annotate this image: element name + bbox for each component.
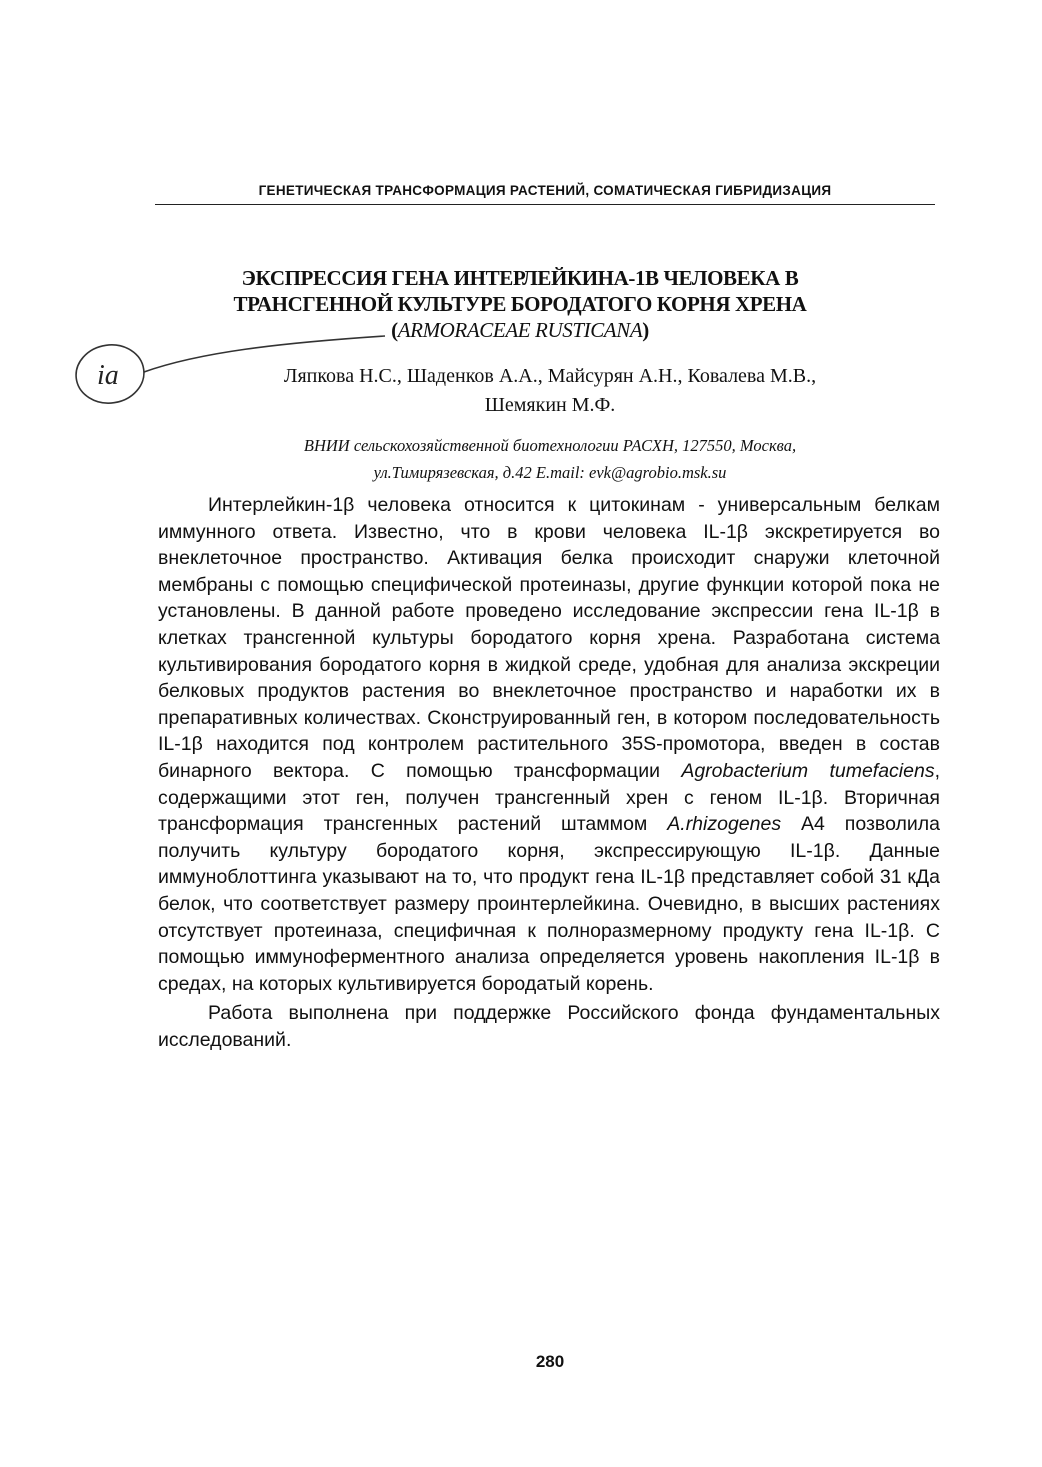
abstract-paragraph <box>158 492 940 997</box>
affiliation <box>175 432 925 486</box>
title-paren-close: ) <box>642 318 649 342</box>
running-head: ГЕНЕТИЧЕСКАЯ ТРАНСФОРМАЦИЯ РАСТЕНИЙ, СОМАТИЧЕСКАЯ ГИБРИДИЗАЦИЯ <box>258 183 832 198</box>
abstract-body <box>158 492 940 1053</box>
authors-line-2: Шемякин М.Ф. <box>484 394 616 416</box>
handwritten-mark-text: ia <box>97 360 119 391</box>
species-name-agrobacterium: Agrobacterium tumefaciens <box>681 759 935 782</box>
page-number: 280 <box>535 1352 565 1371</box>
title-paren-open: ( <box>391 318 398 342</box>
paragraph-text-part-1: Интерлейкин-1β человека относится к цитокинам - универсальным белкам иммунного ответа. Известно, что в крови человека IL-1β экскретируется во внеклеточное пространство. Активация белка происходит снаружи клеточной мембраны с помощью специфической протеиназы, другие функции которой пока не установлены. В данной работе проведено исследование экспрессии гена IL-1β в клетках трансгенной культуры бородатого корня хрена. Разработана система культивирования бородатого корня в жидкой среде, удобная для анализа экскреции белковых продуктов растения во внеклеточное пространство и наработки их в препаративных количествах. Сконструированный ген, в котором последовательность IL-1β находится под контролем растительного 35S-промотора, введен в состав бинарного вектора. С помощью трансформации <box>158 494 940 782</box>
species-name-rhizogenes: A.rhizogenes <box>667 813 782 836</box>
affiliation-line-2: ул.Тимирязевская, д.42 E.mail: evk@agrobio.msk.su <box>373 463 727 482</box>
acknowledgement-paragraph: Работа выполнена при поддержке Российского фонда фундаментальных исследований. <box>158 1002 940 1051</box>
title-species: ARMORACEAE RUSTICANA <box>397 318 643 342</box>
authors <box>175 362 925 420</box>
paragraph-text-part-2: , содержащими этот ген, получен трансгенный хрен с геном IL-1β. Вторичная трансформация трансгенных растений штаммом <box>158 759 940 836</box>
affiliation-line-1: ВНИИ сельскохозяйственной биотехнологии РАСХН, 127550, Москва, <box>303 436 797 455</box>
authors-line-1: Ляпкова Н.С., Шаденков А.А., Майсурян А.Н., Ковалева М.В., <box>283 365 817 387</box>
title-line-2: ТРАНСГЕННОЙ КУЛЬТУРЕ БОРОДАТОГО КОРНЯ ХРЕНА <box>233 292 807 316</box>
paragraph-text-part-3: А4 позволила получить культуру бородатого корня, экспрессирующую IL-1β. Данные иммуноблоттинга указывают на то, что продукт гена IL-1β представляет собой 31 кДа белок, что соответствует размеру проинтерлейкина. Очевидно, в высших растениях отсутствует протеиназа, специфичная к полноразмерному продукту гена IL-1β. С помощью иммуноферментного анализа определяется уровень накопления IL-1β в средах, на которых культивируется бородатый корень. <box>158 813 940 995</box>
title-line-1: ЭКСПРЕССИЯ ГЕНА ИНТЕРЛЕЙКИНА-1В ЧЕЛОВЕКА В <box>241 266 799 290</box>
